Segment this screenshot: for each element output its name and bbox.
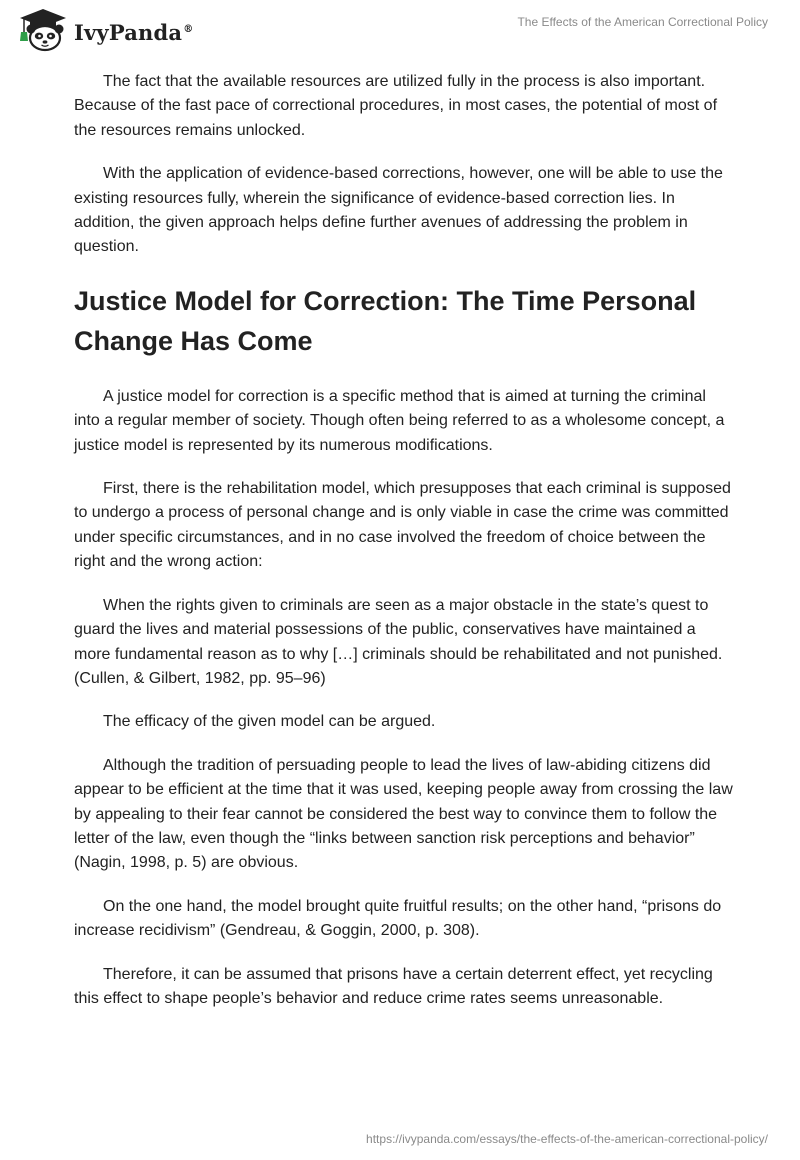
paragraph: The fact that the available resources are utilized fully in the process is also important. Because of the fast pace of correctional procedures, in most cases, the potential of most of the resources remains unlocked. bbox=[74, 73, 718, 139]
article-body bbox=[74, 70, 734, 1030]
paragraph: Although the tradition of persuading people to lead the lives of law-abiding citizens did appear to be efficient at the time that it was used, keeping people away from crossing the law by appealing to their fear cannot be considered the best way to convince them to follow the letter of the law, even though the “links between sanction risk perceptions and behavior” (Nagin, 1998, p. 5) are obvious. bbox=[74, 756, 733, 872]
paragraph: A justice model for correction is a specific method that is aimed at turning the criminal into a regular member of society. Though often being referred to as a wholesome concept, a justice model is represented by its numerous modifications. bbox=[74, 387, 725, 454]
document-title: The Effects of the American Correctional Policy bbox=[517, 15, 768, 29]
paragraph: Therefore, it can be assumed that prisons have a certain deterrent effect, yet recycling this effect to shape people’s behavior and reduce crime rates seems unreasonable. bbox=[74, 965, 713, 1007]
panda-graduate-logo-icon bbox=[14, 8, 72, 52]
section-heading: Justice Model for Correction: The Time Personal Change Has Come bbox=[74, 285, 697, 356]
brand-logo[interactable] bbox=[14, 8, 193, 52]
paragraph: On the one hand, the model brought quite fruitful results; on the other hand, “prisons do increase recidivism” (Gendreau, & Goggin, 2000, p. 308). bbox=[74, 897, 722, 940]
registered-mark: ® bbox=[183, 23, 194, 35]
paragraph: The efficacy of the given model can be argued. bbox=[103, 713, 436, 731]
paragraph: With the application of evidence-based corrections, however, one will be able to use the existing resources fully, wherein the significance of evidence-based correction lies. In addition, the given approach helps define further avenues of addressing the problem in question. bbox=[74, 165, 723, 256]
block-quote-paragraph: When the rights given to criminals are seen as a major obstacle in the state’s quest to guard the lives and material possessions of the public, conservatives have maintained a more fundamental reason as to why […] criminals should be rehabilitated and not punished. (Cullen, & Gilbert, 1982, pp. 95–96) bbox=[74, 596, 723, 687]
source-url-link[interactable]: https://ivypanda.com/essays/the-effects-of-the-american-correctional-policy/ bbox=[366, 1132, 768, 1146]
page-header bbox=[0, 0, 800, 62]
brand-name: IvyPanda® bbox=[74, 19, 194, 45]
paragraph: First, there is the rehabilitation model, which presupposes that each criminal is supposed to undergo a process of personal change and is only viable in case the crime was committed under specific circumstances, and in no case involved the freedom of choice between the right and the wrong action: bbox=[74, 480, 731, 571]
